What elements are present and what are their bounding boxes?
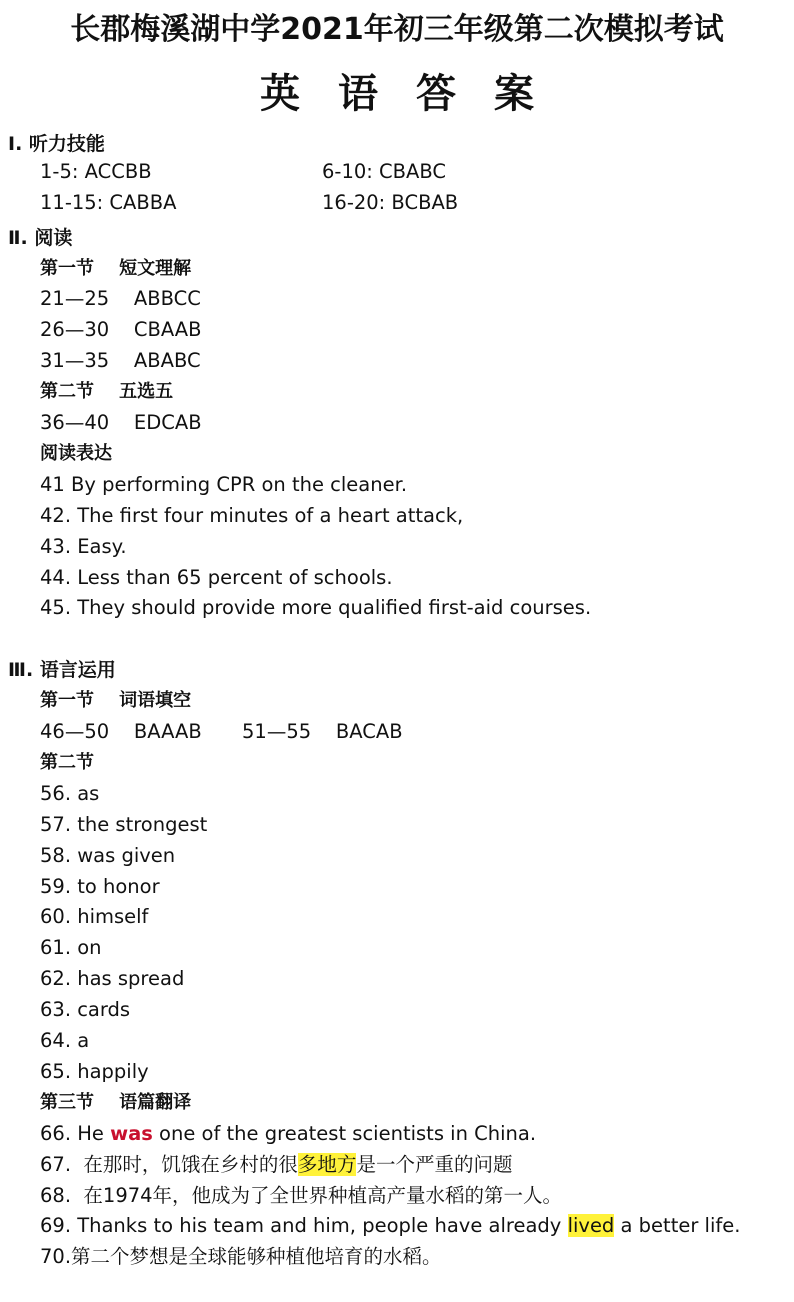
translation-69-highlight: lived [567,1214,615,1237]
translation-67-start: 67. 在那时，饥饿在乡村的很 [40,1153,298,1176]
section-language-heading: Ⅲ. 语言运用 [8,659,116,681]
language-answer-51: 51—55 BACAB [242,720,403,743]
translation-68: 68. 在1974年，他成为了全世界种植高产量水稻的第一人。 [40,1184,563,1207]
translation-69 [40,1213,740,1239]
reading-answer-42: 42. The first four minutes of a heart attack, [40,504,464,527]
language-answer-59: 59. to honor [40,875,160,898]
reading-answer-44: 44. Less than 65 percent of schools. [40,566,393,589]
reading-answer-26: 26—30 CBAAB [40,318,202,341]
section-reading-heading: Ⅱ. 阅读 [8,227,73,249]
language-answer-58: 58. was given [40,844,176,867]
translation-66-correction: was [110,1122,153,1145]
language-answer-62: 62. has spread [40,967,185,990]
reading-expression-heading: 阅读表达 [40,443,112,464]
language-answer-64: 64. a [40,1029,90,1052]
translation-67-end: 是一个严重的问题 [356,1153,513,1176]
translation-69-end: a better life. [614,1214,741,1237]
listening-row2-right: 16-20: BCBAB [322,191,459,214]
language-answer-46: 46—50 BAAAB [40,720,202,743]
language-part2-heading: 第二节 [40,752,94,773]
language-answer-57: 57. the strongest [40,813,208,836]
reading-answer-21: 21—25 ABBCC [40,287,201,310]
translation-66 [40,1121,536,1147]
reading-answer-45: 45. They should provide more qualified first-aid courses. [40,596,592,619]
reading-answer-31: 31—35 ABABC [40,349,201,372]
language-part3-heading: 第三节 语篇翻译 [40,1092,192,1113]
translation-66-end: one of the greatest scientists in China. [152,1122,537,1145]
language-part1-heading: 第一节 词语填空 [40,690,192,711]
language-answer-61: 61. on [40,936,102,959]
language-answer-65: 65. happily [40,1060,149,1083]
reading-answer-41: 41 By performing CPR on the cleaner. [40,473,408,496]
translation-70: 70.第二个梦想是全球能够种植他培育的水稻。 [40,1245,442,1268]
listening-row2-left: 11-15: CABBA [40,191,177,214]
language-answer-56: 56. as [40,782,100,805]
section-listening-heading: Ⅰ. 听力技能 [8,133,105,155]
language-answer-60: 60. himself [40,905,149,928]
reading-answer-36: 36—40 EDCAB [40,411,202,434]
reading-part2-heading: 第二节 五选五 [40,381,174,402]
reading-answer-43: 43. Easy. [40,535,127,558]
translation-69-start: 69. Thanks to his team and him, people have already [40,1214,568,1237]
translation-66-start: 66. He [40,1122,111,1145]
reading-part1-heading: 第一节 短文理解 [40,258,192,279]
document-title: 长郡梅溪湖中学2021年初三年级第二次模拟考试 [70,12,724,47]
listening-row1-right: 6-10: CBABC [322,160,447,183]
language-answer-63: 63. cards [40,998,131,1021]
translation-67 [40,1152,512,1178]
translation-67-highlight: 多地方 [297,1153,357,1176]
document-subtitle: 英语答案 [260,71,572,117]
listening-row1-left: 1-5: ACCBB [40,160,152,183]
